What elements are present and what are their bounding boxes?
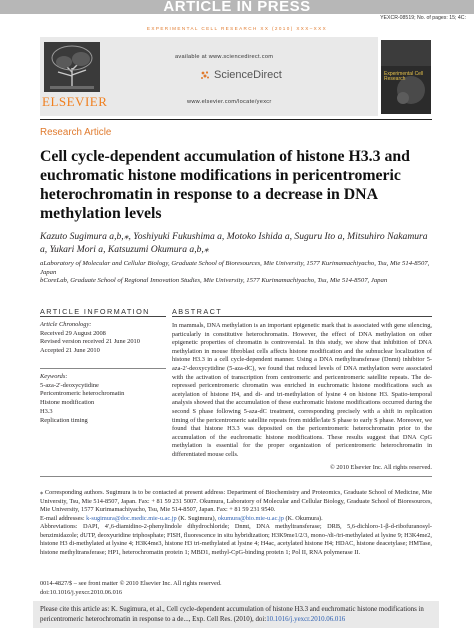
banner-title: ARTICLE IN PRESS (163, 0, 311, 15)
email-link-2[interactable]: okumura@bio.mie-u.ac.jp (217, 514, 284, 522)
chronology-label: Article Chronology: (40, 321, 92, 328)
keyword: Replication timing (40, 416, 88, 424)
email-label: E-mail addresses: (40, 514, 85, 522)
keyword: Histone modification (40, 399, 95, 407)
doi-line[interactable]: doi:10.1016/j.yexcr.2010.06.016 (40, 588, 123, 596)
article-identifiers (40, 580, 432, 597)
article-type: Research Article (40, 127, 112, 138)
accepted-date: Accepted 21 June 2010 (40, 346, 100, 354)
info-divider (40, 368, 166, 369)
journal-homepage[interactable]: www.elsevier.com/locate/yexcr (187, 99, 272, 105)
corresponding-author-note: ⁎ Corresponding authors. Sugimura is to be contacted at present address: Department of Biochemistry and Proteomics, Graduate School of Medicine, Mie University, Tsu, Mie 514-8507, Japan. Fax: + 81 59 231 5007. Okumura, Laboratory of Molecular and Cellular Biology, Graduate School of Bioresources, Mie University, 1577 Kurimamachiyacho, Tsu, Mie 514-8507, Japan. Fax: + 81 59 231 9540. (40, 489, 432, 513)
affiliation-a: aLaboratory of Molecular and Cellular Biology, Graduate School of Bioresources, Mie University, 1577 Kurimamachiyacho, Tsu, Mie 514-8507, Japan (40, 260, 430, 276)
keyword: H3.3 (40, 407, 53, 415)
author-list: Kazuto Sugimura a,b,⁎, Yoshiyuki Fukushima a, Motoko Ishida a, Suguru Ito a, Mitsuhiro Nakamura a, Yukari Mori a, Katsuzumi Okumura a,b,⁎ (40, 231, 428, 255)
copyright: © 2010 Elsevier Inc. All rights reserved. (329, 464, 432, 471)
issn-line: 0014-4827/$ – see front matter © 2010 Elsevier Inc. All rights reserved. (40, 580, 222, 587)
citation-notice (40, 605, 435, 624)
sciencedirect-name: ScienceDirect (214, 69, 282, 81)
keywords-label: Keywords: (40, 373, 68, 380)
elsevier-tree-logo (44, 42, 100, 92)
keywords (40, 373, 166, 425)
abstract-heading: ABSTRACT (172, 307, 223, 316)
email-owner-2: (K. Okumura). (285, 514, 323, 522)
email-line (40, 515, 432, 524)
citation-text: Please cite this article as: K. Sugimura, et al., Cell cycle-dependent accumulation of histone H3.3 and euchromatic histone modifications in pericentromeric heterochromatin in response to a de..., Exp. Cell Res. (2010), doi: (40, 606, 424, 623)
abstract-text: In mammals, DNA methylation is an important epigenetic mark that is associated with gene silencing, particularly in constitutive heterochromatin. However, the effect of DNA methylation on other epigenetic properties of chromatin is controversial. In this study, we show that inhibition of DNA methylation in mouse fibroblast cells affects histone modification and the subnuclear localization of histone H3.3 in a cell cycle-dependent manner. Using a DNA methyltransferase (Dnmt) inhibitor 5-aza-2′-deoxycytidine (5-aza-dC), we found that reduced levels of DNA methylation were associated with the activation of transcription from centromeric and pericentromeric satellite repeats. The de-repressed pericentromeric chromatin was enriched in euchromatic histone modifications such as acetylation of histone H4, and di- and tri-methylation of lysine 4 on histone H3. Spatio-temporal analysis showed that the accumulation of these euchromatic histone modifications occurred during the second S phase following 5-aza-dC treatment, corresponding precisely with a shift in replication timing of the pericentromeric satellite repeats from middle/late S phase to early S phase. Moreover, we found that histone H3.3 was deposited on the pericentromeric heterochromatin prior to the accumulation of the euchromatic histone modifications. These results suggest that DNA CpG methylation is essential for the proper organization of pericentromeric heterochromatin in differentiated mouse cells. (172, 322, 432, 458)
journal-line: EXPERIMENTAL CELL RESEARCH XX (2010) XXX–XXX (146, 26, 328, 31)
article-chronology (40, 321, 166, 355)
email-link-1[interactable]: k-sugimura@doc.medic.mie-u.ac.jp (86, 514, 177, 522)
sciencedirect-icon (200, 70, 210, 80)
keyword: 5-aza-2′-deoxycytidine (40, 381, 99, 389)
abstract-rule (172, 316, 432, 317)
affiliation-b: bCoreLab, Graduate School of Regional Innovation Studies, Mie University, 1577 Kurimamachiyacho, Tsu, Mie 514-8507, Japan (40, 277, 388, 285)
received-date: Received 29 August 2008 (40, 329, 106, 337)
revised-date: Revised version received 21 June 2010 (40, 338, 140, 346)
footnotes (40, 489, 432, 557)
keyword: Pericentromeric heterochromatin (40, 390, 125, 398)
email-owner-1: (K. Sugimura), (178, 514, 217, 522)
article-info-rule (40, 316, 166, 317)
affiliations (40, 260, 432, 286)
reference-line: YEXCR-08519; No. of pages: 15; 4C: (380, 15, 466, 21)
header-rule (40, 119, 432, 120)
article-info-heading: ARTICLE INFORMATION (40, 307, 150, 316)
availability-line: available at www.sciencedirect.com (175, 54, 274, 60)
footnote-rule (40, 476, 432, 477)
publisher-name: ELSEVIER (42, 94, 108, 109)
cover-title: Experimental Cell Research (384, 71, 424, 82)
article-title: Cell cycle-dependent accumulation of histone H3.3 and euchromatic histone modifications in pericentromeric heterochromatin in response to a decrease in DNA methylation levels (40, 148, 410, 222)
abbreviations: Abbreviations: DAPI, 4′,6-diamidino-2-phenylindole dihydrochloride; Dnmt, DNA methyltransferase; DRB, 5,6-dichloro-1-β-d-ribofuranosyl-benzimidazole; dUTP, deoxyuridine triphosphate; FISH, fluorescence in situ hybridization; H3K9me1/2/3, mono-/di-/tri-methylated at lysine 9; H3K4me2, histone H3 di-methylated at lysine 4; H3K4me3, histone H3 tri-methylated at lysine 4; H4ac, acetylated histone H4; HDAC, histone deacetylase; HMTase, histone methyltransferase; HP1, heterochromatin protein 1; MBD1, methyl-CpG-binding protein 1; Pol II, RNA polymerase II. (40, 523, 432, 556)
citation-doi-link[interactable]: 10.1016/j.yexcr.2010.06.016 (266, 615, 346, 623)
